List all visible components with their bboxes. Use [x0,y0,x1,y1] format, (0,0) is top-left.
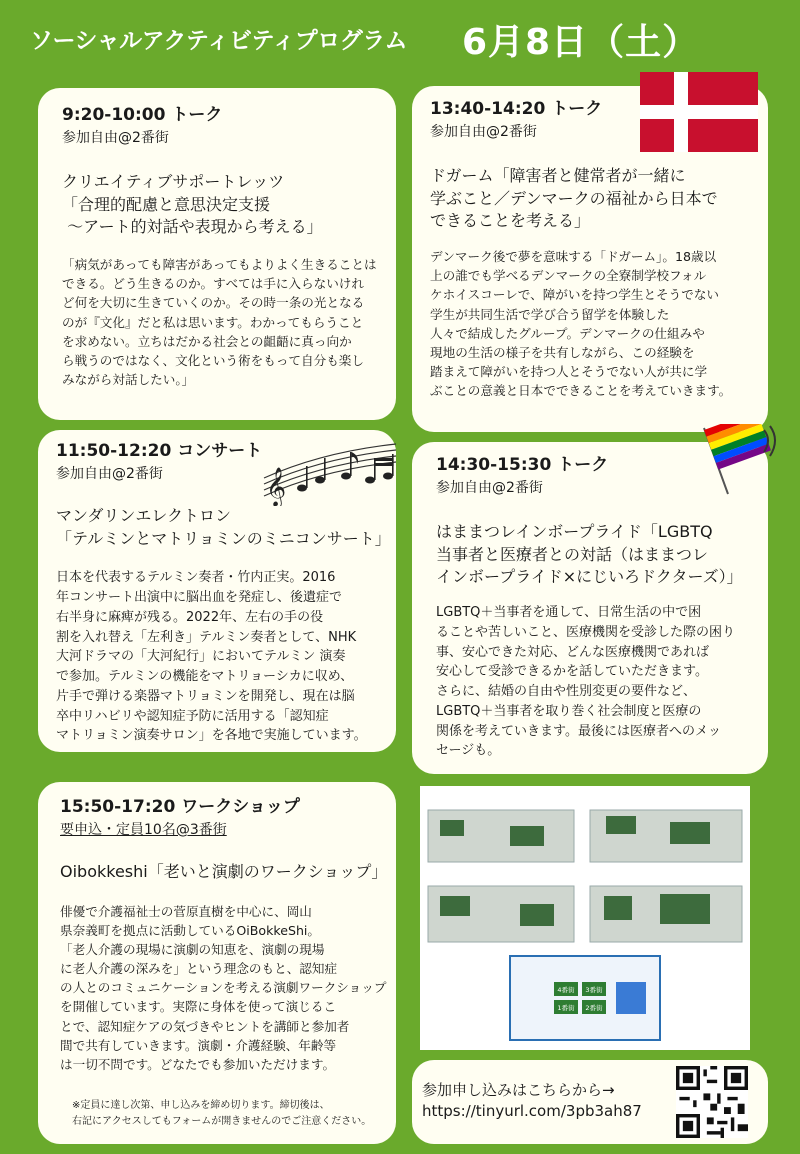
event-time: 13:40-14:20 トーク [430,99,603,119]
event-location: 参加自由@2番街 [436,480,543,496]
event-title: ドガーム「障害者と健常者が一緒に 学ぶこと／デンマークの福祉から日本で できることを考える」 [430,166,718,231]
event-title: Oibokkeshi「老いと演劇のワークショップ」 [60,862,388,881]
event-location: 参加自由@2番街 [56,466,163,482]
map-label: 1番街 [557,1004,575,1012]
event-location: 参加自由@2番街 [62,130,169,146]
qr-code-icon[interactable] [676,1066,748,1138]
map-label: 2番街 [585,1004,603,1012]
event-time: 15:50-17:20 ワークショップ [60,797,300,817]
page-title: ソーシャルアクティビティプログラム [30,28,407,54]
event-time: 11:50-12:20 コンサート [56,441,263,461]
footnote: ※定員に達し次第、申し込みを締め切ります。締切後は、 右記にアクセスしてもフォームが開きませんのでご注意ください。 [72,1100,372,1127]
event-title: マンダリンエレクトロン 「テルミンとマトリョミンのミニコンサート」 [56,506,391,548]
event-time: 14:30-15:30 トーク [436,455,609,475]
signup-info [422,1080,642,1122]
event-date: 6月8日（土） [462,22,700,63]
event-title: クリエイティブサポートレッツ 「合理的配慮と意思決定支援 ～アート的対話や表現から考える」 [62,172,323,237]
map-label: 4番街 [557,986,575,994]
event-title: はままつレインボープライド「LGBTQ 当事者と医療者との対話（はままつレ インボープライド×にじいろドクターズ）」 [436,522,743,587]
event-card-talk-1 [38,88,396,420]
event-location: 要申込・定員10名@3番街 [60,822,227,838]
music-notes-icon [262,440,398,506]
denmark-flag-icon [640,72,758,152]
signup-url[interactable]: https://tinyurl.com/3pb3ah87 [422,1102,642,1120]
venue-map [420,786,750,1050]
event-time: 9:20-10:00 トーク [62,105,223,125]
event-description: 日本を代表するテルミン奏者・竹内正実。2016 年コンサート出演中に脳出血を発症し、後遺症で 右半身に麻痺が残る。2022年、左右の手の役 割を入れ替え「左利き」テルミン奏者として、NHK 大河ドラマの「大河紀行」においてテルミン 演奏 で参加。テルミンの機能をマトリョーシカに収め、 片手で弾ける楽器マトリョミンを開発し、現在は脳 卒中リハビリや認知症予防に活用する「認知症 マトリョミン演奏サロン」を各地で実施しています。 [56,570,367,744]
signup-label: 参加申し込みはこちらから→ [422,1081,615,1099]
event-description: 「病気があっても障害があってもよりよく生きることは できる。どう生きるのか。すべては手に入らないけれ ど何を大切に生きていくのか。その時一条の光となる のが『文化』だと私は思います。わかってもらうこと を求めない。立ちはだかる社会との齟齬に真っ向か ら戦うのではなく、文化という術をもって自分も楽し みながら対話したい。」 [62,257,377,387]
event-description: 俳優で介護福祉士の菅原直樹を中心に、岡山 県奈義町を拠点に活動しているOiBokkeShi。 「老人介護の現場に演劇の知恵を、演劇の現場 に老人介護の深みを」という理念のもと、認知症 の人とのコミュニケーションを考える演劇ワークショップ を開催しています。実際に身体を使って演じるこ とで、認知症ケアの気づきやヒントを講師と参加者 間で共有していきます。演劇・介護経験、年齢等 は一切不問です。どなたでも参加いただけます。 [60,903,387,1072]
svg-text:𝄞: 𝄞 [266,467,287,506]
event-description: LGBTQ＋当事者を通して、日常生活の中で困 ることや苦しいこと、医療機関を受診した際の困り 事、安心できた対応、どんな医療機関であれば 安心して受診できるかを話していただきます。 さらに、結婚の自由や性別変更の要件など、 LGBTQ＋当事者を取り巻く社会制度と医療の 関係を考えていきます。最後には医療者へのメッ セージも。 [436,605,736,759]
rainbow-flag-icon [698,424,778,496]
event-description: デンマーク後で夢を意味する「ドガーム」。18歳以 上の誰でも学べるデンマークの全寮制学校フォル ケホイスコーレで、障がいを持つ学生とそうでない 学生が共同生活で学び合う留学を体験した 人々で結成したグループ。デンマークの仕組みや 現地の生活の様子を共有しながら、この経験を 踏まえて障がいを持つ人とそうでない人が共に学 ぶことの意義と日本でできることを考えていきます。 [430,249,732,399]
map-label: 3番街 [585,986,603,994]
event-location: 参加自由@2番街 [430,124,537,140]
event-card-workshop [38,782,396,1144]
